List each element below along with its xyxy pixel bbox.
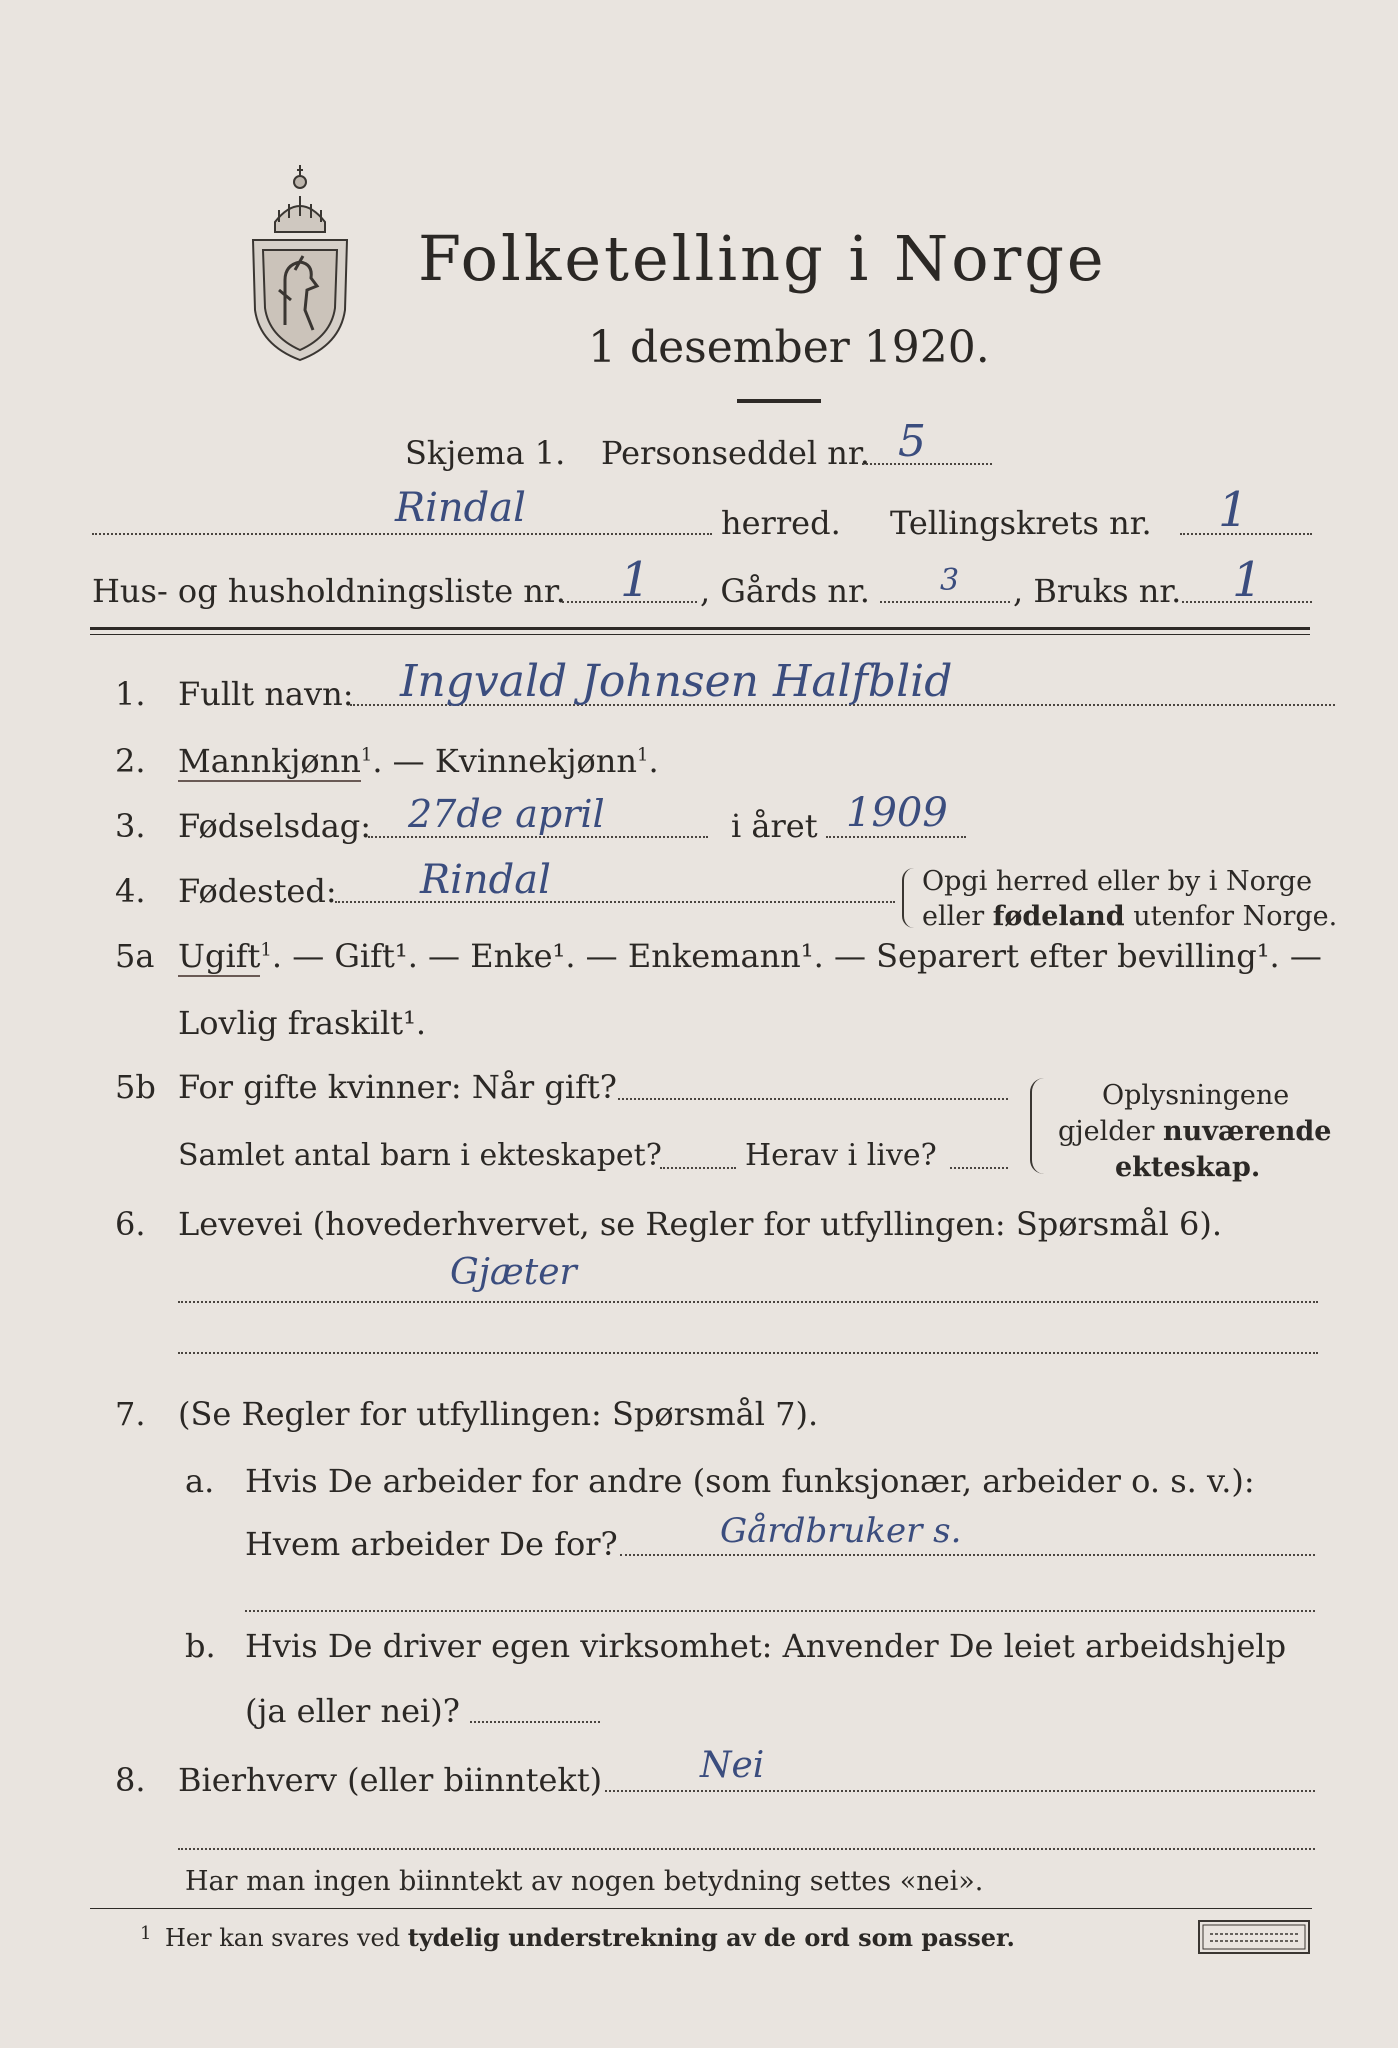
q8-number: 8.: [115, 1761, 146, 1799]
q3-number: 3.: [115, 807, 146, 845]
q6-number: 6.: [115, 1205, 146, 1243]
q4-number: 4.: [115, 872, 146, 910]
q1-value: Ingvald Johnsen Halfblid: [400, 656, 953, 707]
q4-dots: [335, 901, 895, 903]
personseddel-value: 5: [898, 416, 926, 467]
tellingskrets-value: 1: [1218, 482, 1249, 538]
q5b-number: 5b: [115, 1068, 156, 1106]
q5b-label3: Herav i live?: [745, 1138, 937, 1173]
q4-note-line2: eller fødeland utenfor Norge.: [922, 901, 1338, 932]
hus-value: 1: [620, 552, 651, 608]
footnote-rule: [90, 1908, 1312, 1909]
nei-note: Har man ingen biinntekt av nogen betydning settes «nei».: [185, 1866, 984, 1897]
q2-number: 2.: [115, 742, 146, 780]
q5a-line2: Lovlig fraskilt¹.: [178, 1004, 427, 1042]
q7b-dots: [470, 1721, 600, 1723]
q5b-label2: Samlet antal barn i ekteskapet?: [178, 1138, 662, 1173]
q1-label: Fullt navn:: [178, 675, 354, 713]
q7a-text: Hvis De arbeider for andre (som funksjonær, arbeider o. s. v.):: [245, 1462, 1255, 1500]
q5a-ugift-option: Ugift: [178, 937, 261, 975]
q8-value: Nei: [700, 1745, 765, 1786]
title-divider: [737, 399, 821, 403]
form-title: Folketelling i Norge: [418, 222, 1107, 295]
q7-label: (Se Regler for utfyllingen: Spørsmål 7).: [178, 1395, 819, 1433]
q5b-note2: gjelder nuværende: [1058, 1116, 1332, 1147]
q5b-alive-dots: [950, 1167, 1008, 1169]
q2-end: .: [648, 742, 659, 780]
q6-dots-line1: [178, 1301, 1318, 1303]
q4-brace: [902, 868, 914, 928]
q7b-letter: b.: [185, 1627, 216, 1665]
q7a-question: Hvem arbeider De for?: [245, 1525, 618, 1563]
q8-label: Bierhverv (eller biinntekt): [178, 1761, 603, 1799]
q3-year-dots: [826, 836, 966, 838]
gards-value: 3: [940, 563, 960, 598]
skjema-label: Skjema 1.: [405, 434, 566, 472]
q5b-label1: For gifte kvinner: Når gift?: [178, 1068, 617, 1106]
q3-year-value: 1909: [846, 790, 948, 836]
herred-dots: [92, 533, 712, 535]
q7a-dots: [620, 1554, 1315, 1556]
coat-of-arms-emblem: [245, 160, 355, 365]
hus-label: Hus- og husholdningsliste nr.: [92, 572, 566, 610]
q2-male-option: Mannkjønn: [178, 742, 361, 780]
q5b-children-dots: [660, 1167, 736, 1169]
q5b-brace: [1030, 1078, 1044, 1174]
header-double-rule-top: [90, 627, 1310, 630]
q5a-other-options: . — Gift¹. — Enke¹. — Enkemann¹. — Separert efter bevilling¹. —: [271, 937, 1322, 975]
personseddel-dots: [862, 463, 992, 465]
q2-sup1: 1: [360, 744, 373, 766]
q6-value: Gjæter: [450, 1252, 577, 1293]
q4-value: Rindal: [420, 857, 551, 903]
tellingskrets-label: Tellingskrets nr.: [890, 504, 1152, 542]
q3-day-value: 27de april: [408, 792, 605, 836]
q8-dots: [605, 1790, 1315, 1792]
header-double-rule-bottom: [90, 634, 1310, 635]
q5b-note3: ekteskap.: [1115, 1152, 1261, 1183]
q7a-dots-line2: [245, 1610, 1315, 1612]
q1-number: 1.: [115, 675, 146, 713]
q4-label: Fødested:: [178, 872, 337, 910]
q5a-number: 5a: [115, 937, 155, 975]
q3-label: Fødselsdag:: [178, 807, 372, 845]
footnote-text: Her kan svares ved tydelig understrekning av de ord som passer.: [165, 1923, 1015, 1952]
q2-female-option: . — Kvinnekjønn: [372, 742, 637, 780]
q7b-question: (ja eller nei)?: [245, 1692, 460, 1730]
q7a-letter: a.: [185, 1462, 215, 1500]
q4-note-line1: Opgi herred eller by i Norge: [922, 866, 1313, 897]
q2-text: [178, 742, 659, 780]
personseddel-label: Personseddel nr.: [601, 434, 870, 472]
q6-dots-line2: [178, 1352, 1318, 1354]
q5b-married-dots: [618, 1098, 1008, 1100]
q5a-sup: 1: [260, 939, 272, 961]
q7b-text: Hvis De driver egen virksomhet: Anvender De leiet arbeidshjelp: [245, 1627, 1287, 1665]
q5b-note1: Oplysningene: [1102, 1080, 1290, 1111]
form-date: 1 desember 1920.: [588, 322, 990, 373]
printer-stamp: [1198, 1920, 1310, 1954]
q6-label: Levevei (hovederhvervet, se Regler for utfyllingen: Spørsmål 6).: [178, 1205, 1223, 1243]
gards-dots: [880, 601, 1010, 603]
q2-sup2: 1: [637, 744, 649, 766]
q7-number: 7.: [115, 1395, 146, 1433]
herred-label: herred.: [721, 504, 841, 542]
herred-value: Rindal: [395, 485, 526, 531]
bruks-value: 1: [1232, 552, 1263, 608]
q7a-value: Gårdbruker s.: [720, 1511, 962, 1551]
q3-year-label: i året: [731, 807, 818, 845]
q3-day-dots: [368, 836, 708, 838]
gards-label: , Gårds nr.: [700, 572, 870, 610]
q8-dots-line2: [178, 1848, 1315, 1850]
q5a-text: [178, 937, 1322, 975]
footnote-mark: 1: [140, 1923, 152, 1944]
bruks-label: , Bruks nr.: [1013, 572, 1182, 610]
